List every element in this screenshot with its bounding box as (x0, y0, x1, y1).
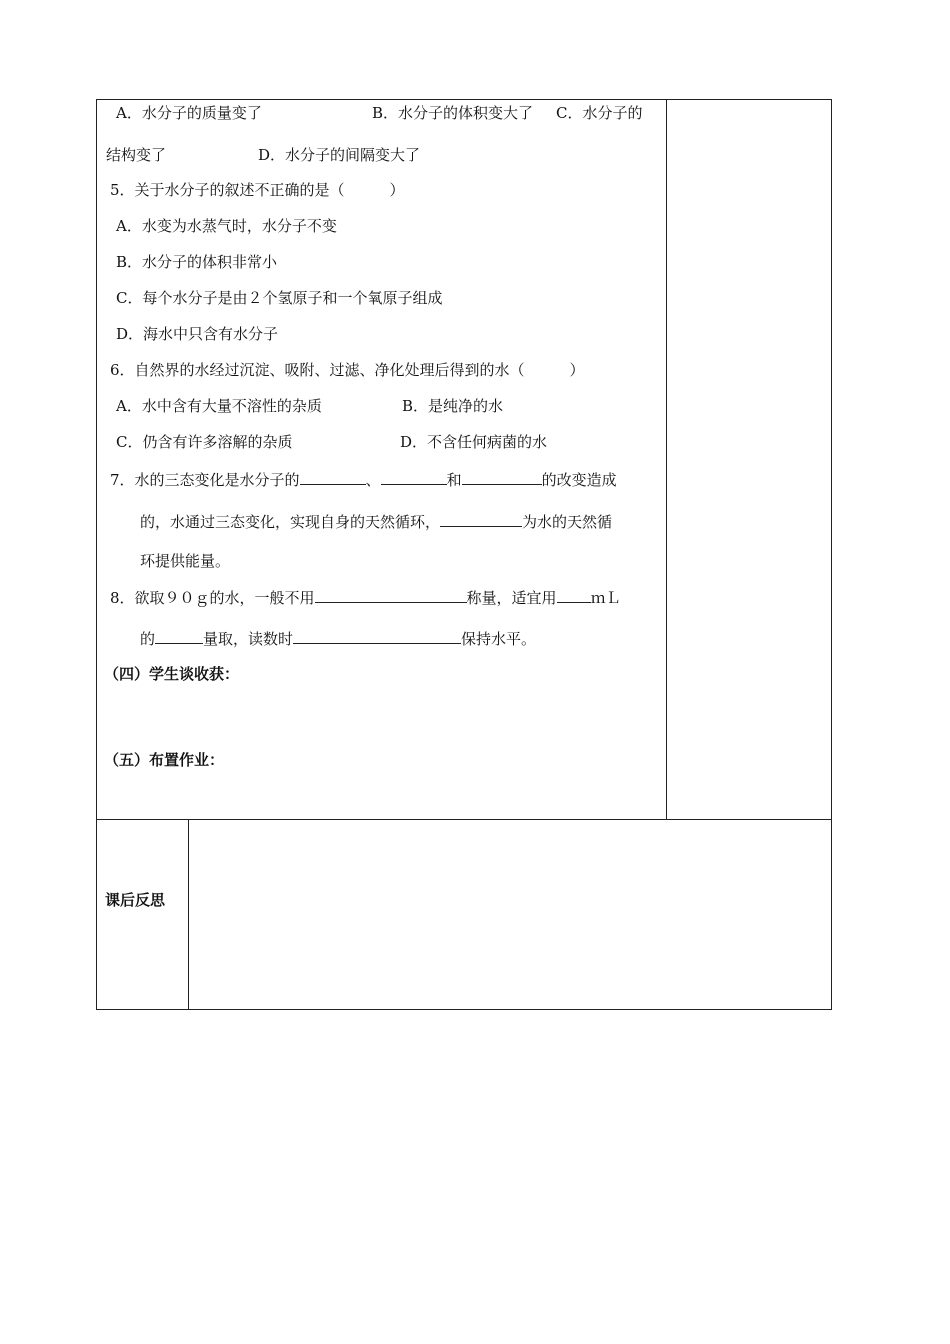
q7-text-3: 的，水通过三态变化，实现自身的天然循环， (140, 513, 441, 531)
q4-option-c-part2: 结构变了 (106, 146, 167, 164)
q7-line2 (140, 510, 612, 532)
q7-text-2: 的改变造成 (541, 471, 617, 489)
reflection-content-cell (188, 819, 832, 1010)
q5-option-d: D．海水中只含有水分子 (116, 325, 279, 343)
q8-line1 (110, 586, 621, 608)
q5-option-c: C．每个水分子是由２个氢原子和一个氧原子组成 (116, 289, 443, 307)
main-content-cell (96, 99, 667, 820)
q8-blank-2 (557, 586, 591, 603)
q8-text-1: 8．欲取９０ｇ的水，一般不用 (110, 589, 315, 607)
q7-line3: 环提供能量。 (140, 552, 231, 570)
q8-text-5: 量取，读数时 (203, 630, 294, 648)
q8-text-4: 的 (140, 630, 156, 648)
q4-option-d: D．水分子的间隔变大了 (258, 146, 421, 164)
q4-option-a: A．水分子的质量变了 (116, 104, 262, 122)
q5-stem: 5．关于水分子的叙述不正确的是（ ） (110, 181, 405, 199)
q5-option-a: A．水变为水蒸气时，水分子不变 (116, 217, 337, 235)
q7-line1 (110, 468, 617, 490)
section-student-harvest-heading: （四）学生谈收获： (104, 665, 240, 683)
q4-option-b: B．水分子的体积变大了 (372, 104, 534, 122)
q7-separator-2: 和 (446, 471, 462, 489)
q8-text-6: 保持水平。 (461, 630, 537, 648)
q8-blank-4 (293, 627, 461, 644)
q7-blank-2 (381, 468, 447, 485)
q7-blank-1 (300, 468, 366, 485)
side-notes-cell (666, 99, 832, 820)
reflection-label: 课后反思 (105, 891, 166, 909)
reflection-label-cell (96, 819, 189, 1010)
q7-text-4: 为水的天然循 (522, 513, 613, 531)
q7-separator-1: 、 (365, 471, 381, 489)
q8-blank-1 (315, 586, 467, 603)
q8-blank-3 (155, 627, 203, 644)
q6-option-d: D．不含任何病菌的水 (400, 433, 548, 451)
q7-blank-4 (440, 510, 522, 527)
q4-option-c-part1: C．水分子的 (556, 104, 643, 122)
q7-blank-3 (462, 468, 542, 485)
section-homework-heading: （五）布置作业： (104, 751, 225, 769)
q8-text-2: 称量，适宜用 (466, 589, 557, 607)
q6-stem: 6．自然界的水经过沉淀、吸附、过滤、净化处理后得到的水（ ） (110, 361, 585, 379)
q8-text-3: ｍＬ (590, 589, 621, 607)
q7-text-1: 7．水的三态变化是水分子的 (110, 471, 300, 489)
q6-option-b: B．是纯净的水 (402, 397, 504, 415)
q5-option-b: B．水分子的体积非常小 (116, 253, 278, 271)
q6-option-c: C．仍含有许多溶解的杂质 (116, 433, 293, 451)
q8-line2 (140, 627, 536, 649)
q6-option-a: A．水中含有大量不溶性的杂质 (116, 397, 322, 415)
